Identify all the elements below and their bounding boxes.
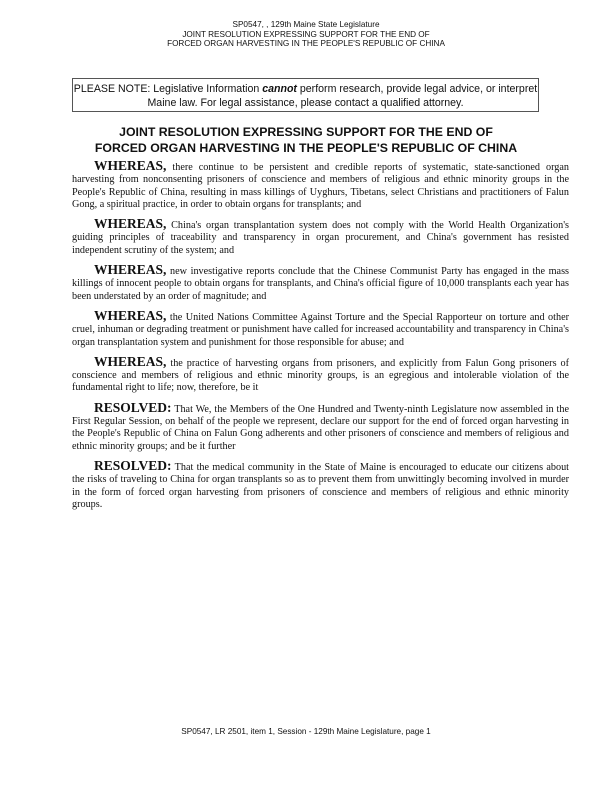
clause-text: there continue to be persistent and credible reports of systematic, state-sanctioned organ harvesting from nonconsenting prisoners of conscience and members of religious and ethnic minority groups in the People's Republic of China, resulting in mass killings of Uyghurs, Tibetans, select Christians and practitioners of Falun Gong, a spiritual practice, in order to obtain organs for transplants; and: [72, 162, 569, 210]
clause-paragraph: [72, 353, 569, 395]
clause-paragraph: [72, 399, 569, 453]
clause-paragraph: [72, 307, 569, 349]
clause-keyword: WHEREAS,: [94, 262, 167, 278]
clause-text: China's organ transplantation system does not comply with the World Health Organization's guiding principles of traceability and transparency in organ procurement, and China's government has resisted independent scrutiny of the system; and: [72, 220, 569, 256]
clause-text: the practice of harvesting organs from prisoners, and explicitly from Falun Gong prisoners of conscience and members of religious and ethnic minority groups, is an egregious and intolerable violation of the fundamental right to life; now, therefore, be it: [72, 357, 569, 394]
clause-keyword: WHEREAS,: [94, 216, 167, 232]
clause-keyword: RESOLVED:: [94, 457, 172, 473]
document-header: [0, 20, 612, 49]
clause-keyword: WHEREAS,: [94, 353, 167, 369]
page-footer: SP0547, LR 2501, item 1, Session - 129th Maine Legislature, page 1: [181, 727, 431, 736]
resolution-body: [72, 160, 569, 518]
clause-text: new investigative reports conclude that the Chinese Communist Party has engaged in the mass killings of innocent people to obtain organs for transplants, and China's official figure of 10,000 transplants each year has been understated by an order of magnitude; and: [72, 266, 569, 302]
notice-emphasis: cannot: [262, 83, 297, 95]
resolution-title: [40, 125, 572, 156]
clause-text: That We, the Members of the One Hundred and Twenty-ninth Legislature now assembled in the First Regular Session, on behalf of the people we represent, declare our support for the end of forced organ harvesting in the People's Republic of China on Falun Gong adherents and other prisoners of conscience and members of religious and ethnic minority groups; and be it further: [72, 403, 569, 452]
clause-keyword: RESOLVED:: [94, 399, 172, 415]
clause-keyword: WHEREAS,: [94, 307, 167, 323]
clause-paragraph: [72, 160, 569, 211]
clause-paragraph: [72, 264, 569, 303]
clause-text: That the medical community in the State of Maine is encouraged to educate our citizens about the risks of traveling to China for organ transplants so as to prevent them from unwittingly becoming involved in murder in the form of forced organ harvesting from prisoners of conscience and members of religious and ethnic minority groups.: [72, 461, 569, 510]
clause-paragraph: [72, 457, 569, 511]
clause-keyword: WHEREAS,: [94, 158, 167, 173]
title-line-1: JOINT RESOLUTION EXPRESSING SUPPORT FOR THE END OF: [119, 125, 493, 139]
header-line-3: FORCED ORGAN HARVESTING IN THE PEOPLE'S REPUBLIC OF CHINA: [167, 39, 445, 48]
clause-text: the United Nations Committee Against Torture and the Special Rapporteur on torture and other cruel, inhuman or degrading treatment or punishment have called for increased accountability and transparency in China's organ transplantation system and punishment for those responsible for abuse; and: [72, 311, 569, 348]
notice-text-start: PLEASE NOTE: Legislative Information: [73, 83, 263, 95]
notice-text-end: perform research, provide legal advice, or interpret Maine law. For legal assistance, please contact a qualified attorney.: [147, 83, 538, 109]
title-line-2: FORCED ORGAN HARVESTING IN THE PEOPLE'S REPUBLIC OF CHINA: [94, 140, 518, 155]
legal-notice-box: [72, 78, 539, 112]
header-line-1: SP0547, , 129th Maine State Legislature: [232, 20, 380, 29]
header-line-2: JOINT RESOLUTION EXPRESSING SUPPORT FOR THE END OF: [182, 29, 430, 39]
clause-paragraph: [72, 218, 569, 257]
